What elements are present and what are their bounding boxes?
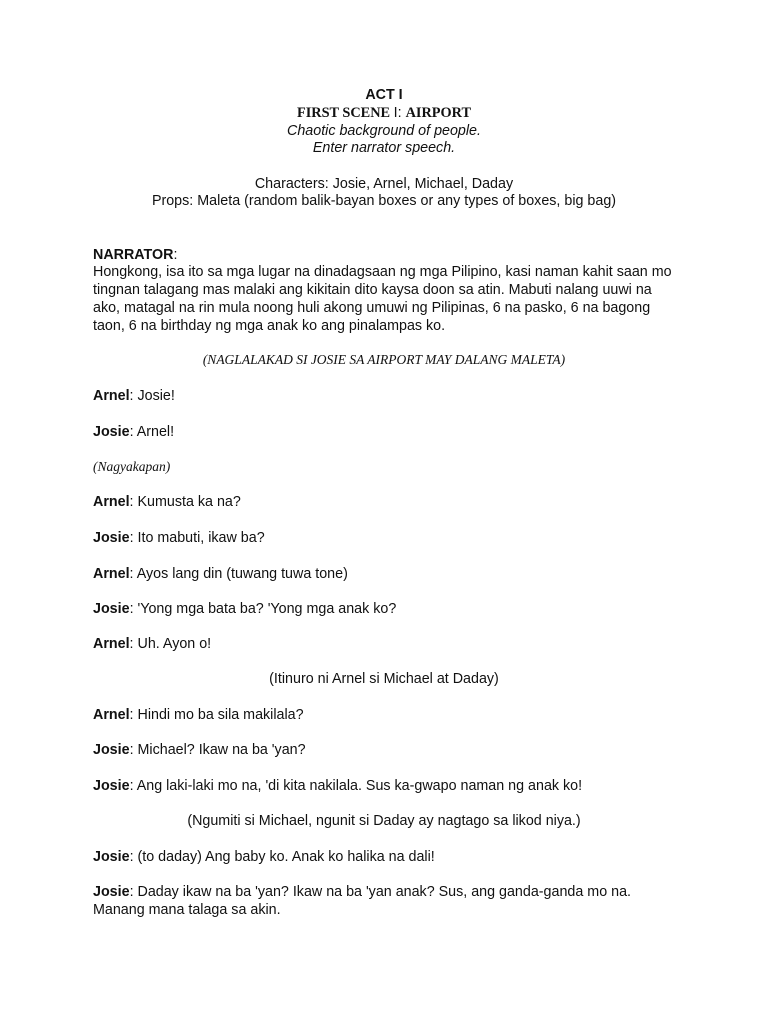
stage-direction: (Nagyakapan) [93,459,171,474]
dialogue-line [93,493,683,511]
dialogue-text: : Daday ikaw na ba 'yan? Ikaw na ba 'yan anak? Sus, ang ganda-ganda mo na. [129,884,631,900]
speaker-name: Arnel [93,494,130,510]
dialogue-line [93,387,683,405]
narrator-label [93,246,683,264]
stage-direction: (Itinuro ni Arnel si Michael at Daday) [269,671,499,687]
dialogue-text: : Josie! [129,388,175,404]
speaker-name: Arnel [93,388,130,404]
speaker-name: Josie [93,424,130,440]
dialogue-text: : Ito mabuti, ikaw ba? [129,530,265,546]
narrator-line: taon, 6 na birthday ng mga anak ko ang pinalampas ko. [93,318,446,334]
stage-direction: (Ngumiti si Michael, ngunit si Daday ay nagtago sa likod niya.) [187,813,581,829]
dialogue-line [93,565,683,583]
speaker-name: Arnel [93,636,130,652]
narrator-colon: : [173,247,178,263]
scene-prefix: FIRST SCENE [296,105,394,121]
dialogue-continuation: Manang mana talaga sa akin. [93,902,281,918]
stage-direction: (NAGLALAKAD SI JOSIE SA AIRPORT MAY DALANG MALETA) [202,352,566,367]
dialogue-line [93,423,683,441]
dialogue-text: : Michael? Ikaw na ba 'yan? [129,742,306,758]
speaker-name: Josie [93,742,130,758]
narrator-name: NARRATOR [93,247,174,263]
speaker-name: Arnel [93,707,130,723]
speaker-name: Josie [93,530,130,546]
dialogue-line [93,706,683,724]
dialogue-text: : Ang laki-laki mo na, 'di kita nakilala. Sus ka-gwapo naman ng anak ko! [129,778,583,794]
narrator-line: tingnan talagang mas malaki ang kikitain dito kaysa doon sa atin. Mabuti nalang uuwi na [93,282,652,298]
dialogue-text: : Arnel! [129,424,175,440]
narrator-line: ako, matagal na rin mula noong huli akong umuwi ng Pilipinas, 6 na pasko, 6 na bagong [93,300,651,316]
scene-name: AIRPORT [405,105,472,121]
narrator-line: Hongkong, isa ito sa mga lugar na dinadagsaan ng mga Pilipino, kasi naman kahit saan mo [93,264,672,280]
characters-line: Characters: Josie, Arnel, Michael, Daday [254,176,514,192]
dialogue-text: : (to daday) Ang baby ko. Anak ko halika na dali! [129,849,435,865]
dialogue-text: : Uh. Ayon o! [129,636,212,652]
dialogue-text: : Kumusta ka na? [129,494,241,510]
speaker-name: Josie [93,849,130,865]
dialogue-text: : Ayos lang din (tuwang tuwa tone) [129,566,348,582]
dialogue-line [93,529,683,547]
dialogue-line [93,848,683,866]
scene-description-2: Enter narrator speech. [312,140,456,156]
act-heading: ACT I [365,87,403,103]
dialogue-line [93,600,683,618]
speaker-name: Josie [93,601,130,617]
dialogue-line [93,777,683,795]
scene-heading [0,104,768,122]
narrator-speech [93,263,683,335]
scene-separator: I: [393,105,406,121]
speaker-name: Josie [93,884,130,900]
dialogue-line [93,883,683,901]
dialogue-text: : 'Yong mga bata ba? 'Yong mga anak ko? [129,601,397,617]
props-line: Props: Maleta (random balik-bayan boxes or any types of boxes, big bag) [151,193,617,209]
speaker-name: Arnel [93,566,130,582]
dialogue-line [93,635,683,653]
dialogue-text: : Hindi mo ba sila makilala? [129,707,304,723]
dialogue-line [93,741,683,759]
scene-description-1: Chaotic background of people. [287,123,481,139]
speaker-name: Josie [93,778,130,794]
